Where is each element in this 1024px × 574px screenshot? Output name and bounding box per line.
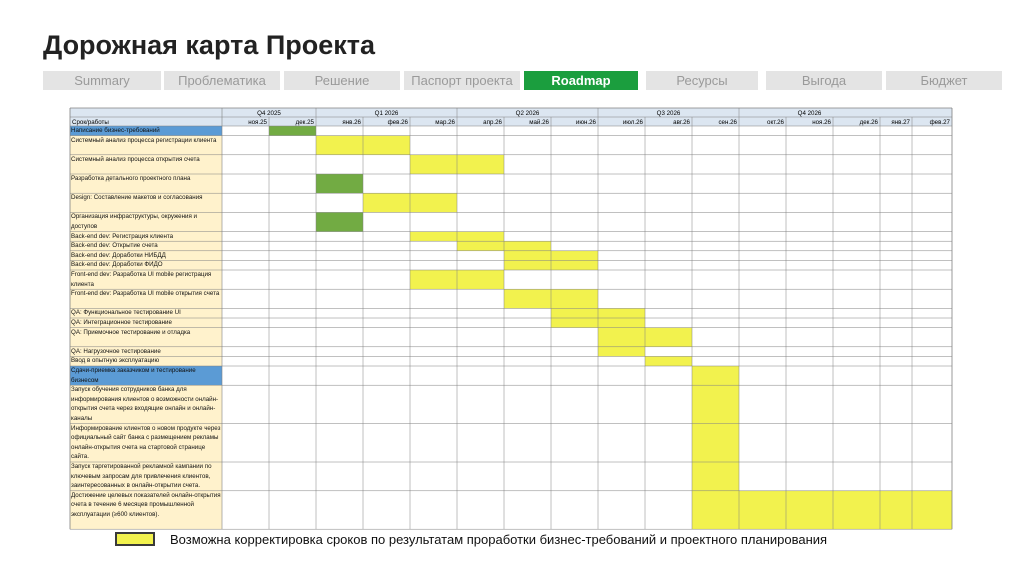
task-label [71,318,221,328]
task-label [71,424,221,462]
column-header: Срок/работы [72,119,109,126]
task-label [71,491,221,529]
month-label: апр.26 [483,119,502,126]
month-label: сен.26 [718,119,737,126]
gantt-bar [692,462,739,491]
task-name: Организация инфраструктуры, окружения и доступов [71,213,197,230]
tab-4[interactable]: Паспорт проекта [404,71,520,90]
gantt-bar [316,212,363,231]
task-name: Ввод в опытную эксплуатацию [71,357,160,365]
month-label: июн.26 [575,119,596,126]
gantt-bar [692,385,739,423]
task-label [71,260,221,270]
tab-7[interactable]: Выгода [766,71,882,90]
tab-2[interactable]: Проблематика [164,71,280,90]
task-name: QA: Функциональное тестирование UI [71,309,181,317]
tab-6[interactable]: Ресурсы [646,71,758,90]
task-label [71,366,221,385]
quarter-label: Q1 2026 [374,110,399,117]
task-name: Front-end dev: Разработка UI mobile открытия счета [71,290,220,298]
task-name: Front-end dev: Разработка UI mobile регистрация клиента [71,271,212,288]
month-label: ноя.25 [248,119,267,126]
month-label: фев.27 [929,119,950,126]
tab-5[interactable]: Roadmap [524,71,638,90]
task-name: Запуск таргетированной рекламной кампании по ключевым запросам для привлечения клиентов, заинтересованных в онлайн-открытии счета. [71,463,212,490]
task-name: Back-end dev: Открытие счета [71,242,158,250]
task-label [71,136,221,155]
task-label [71,462,221,491]
task-name: Back-end dev: Регистрация клиента [71,232,174,240]
task-label [71,232,221,242]
task-name: Достижение целевых показателей онлайн-открытия счета в течение 6 месяцев промышленной эксплуатации (≥600 клиентов). [71,491,221,518]
task-name: Написание бизнес-требований [71,127,160,134]
legend-swatch [115,532,155,546]
month-label: янв.27 [891,119,910,126]
task-name: Системный анализ процесса регистрации клиента [71,136,217,144]
page-title: Дорожная карта Проекта [43,30,375,60]
task-label [71,328,221,347]
quarter-label: Q4 2026 [797,110,822,117]
task-name: Back-end dev: Доработки НИБДД [71,251,166,259]
month-label: дек.26 [859,119,878,126]
task-label [71,251,221,261]
quarter-label: Q4 2025 [257,110,281,117]
task-label [71,385,221,423]
month-label: фев.26 [387,119,408,126]
gantt-bar [645,356,692,366]
month-label: окт.26 [767,119,784,126]
task-name: QA: Нагрузочное тестирование [71,347,161,355]
gantt-bar [692,491,952,529]
task-name: Сдачи-приемка заказчиком и тестирование бизнесом [71,367,196,384]
task-name: Запуск обучения сотрудников банка для информирования клиентов о возможности онлайн-открытия счета через входящие онлайн и онлайн-каналы [71,386,219,422]
month-label: авг.26 [673,119,690,126]
task-label [71,347,221,357]
quarter-label: Q3 2026 [656,110,681,117]
tab-8[interactable]: Бюджет [886,71,1002,90]
task-name: Back-end dev: Доработки ФИДО [71,261,163,269]
month-label: ноя.26 [812,119,831,126]
gantt-bar [269,126,316,136]
task-name: Системный анализ процесса открытия счета [71,155,200,163]
gantt-bar [316,174,363,193]
month-label: июл.26 [622,119,643,126]
month-label: дек.25 [295,119,314,126]
task-label [71,241,221,251]
legend-text: Возможна корректировка сроков по результатам проработки бизнес-требований и проектного планирования [170,532,828,547]
gantt-bar [692,366,739,385]
task-name: Разработка детального проектного плана [71,175,191,182]
quarter-label: Q2 2026 [515,110,540,117]
gantt-bar [598,347,645,357]
task-name: Design: Составление макетов и согласования [71,194,203,202]
task-name: Информирование клиентов о новом продукте через официальный сайт банка с размещением рекламы онлайн-открытия счета на стартовой странице сайта. [71,424,221,461]
month-label: май.26 [529,119,549,126]
tab-3[interactable]: Решение [284,71,400,90]
gantt-bar [692,424,739,462]
task-label [71,356,221,366]
task-label [71,174,221,193]
task-label [71,308,221,318]
month-label: мар.26 [435,119,455,126]
month-label: янв.26 [342,119,361,126]
task-label [71,126,221,136]
task-name: QA: Приемочное тестирование и отладка [71,328,191,336]
task-name: QA: Интеграционное тестирование [71,319,172,326]
task-label [71,212,221,231]
task-label [71,289,221,308]
tab-1[interactable]: Summary [43,71,161,90]
task-label [71,155,221,174]
task-label [71,270,221,289]
task-label [71,193,221,212]
